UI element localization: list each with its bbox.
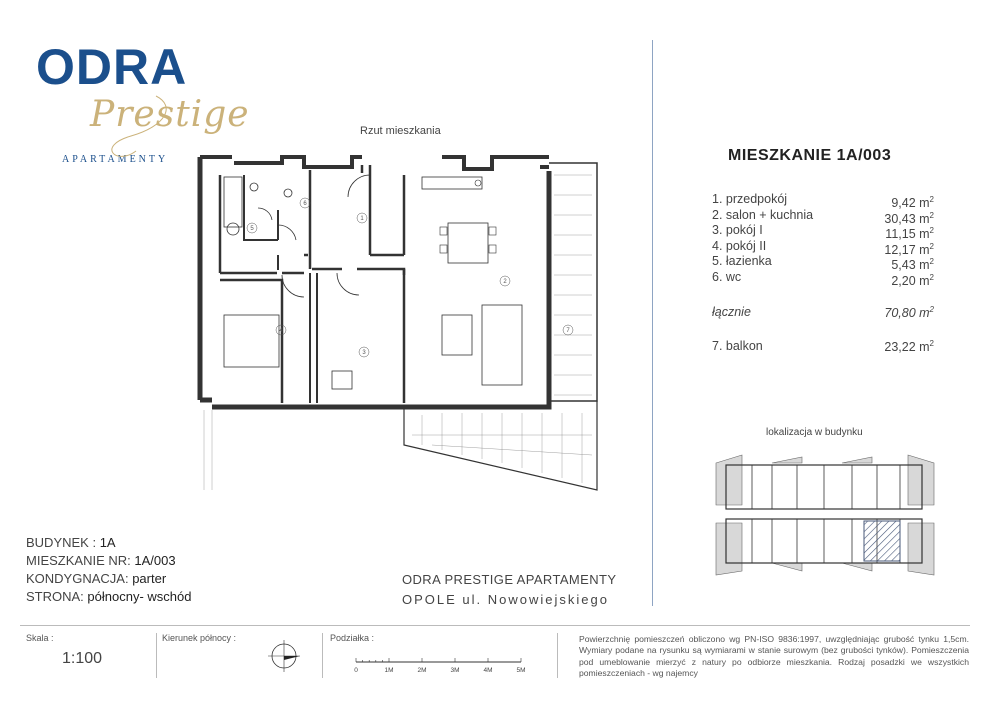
room-marker-3: 3	[362, 350, 366, 356]
divider-line	[652, 40, 653, 606]
location-title: lokalizacja w budynku	[766, 427, 863, 438]
total-label: łącznie	[712, 305, 751, 319]
info-floor: KONDYGNACJA: parter	[26, 571, 167, 586]
room-area: 9,42 $m^2$	[891, 195, 934, 211]
logo-brand: ODRA	[36, 39, 188, 95]
scale-label: Skala :	[26, 633, 54, 643]
scalebar-tick: 3M	[450, 667, 460, 674]
room-marker-7: 7	[566, 328, 570, 334]
rooms-table	[712, 192, 934, 354]
floor-plan	[192, 145, 612, 505]
room-area: 11,15 $m^2$	[885, 226, 934, 242]
scale-value: 1:100	[62, 650, 103, 667]
company-name: ODRA PRESTIGE APARTAMENTY	[402, 572, 617, 587]
building-location-map	[712, 443, 938, 585]
logo	[36, 36, 250, 166]
info-side: STRONA: północny- wschód	[26, 589, 192, 604]
room-row	[712, 208, 934, 224]
scalebar-tick: 2M	[417, 667, 427, 674]
balcony-area: 23,22 $m^2$	[884, 339, 934, 355]
north-compass-icon	[266, 638, 302, 674]
north-label: Kierunek północy :	[162, 633, 237, 643]
footer-note: Powierzchnię pomieszczeń obliczono wg PN-ISO 9836:1997, uwzględniając grubość tynku 1,5cm. Wymiary podane na rysunku są wymiarami w stanie surowym (bez grubości tynków). Pomieszczenia pod umeblowanie mierzyć z natury po odbiorze mieszkania. Rodzaj posadzki we wszystkich pomieszczeniach - wg najemcy	[579, 634, 969, 679]
room-row	[712, 254, 934, 273]
room-row	[712, 192, 934, 211]
room-area: 5,43 $m^2$	[891, 257, 934, 273]
room-marker-4: 4	[279, 328, 283, 334]
room-marker-6: 6	[303, 201, 307, 207]
info-building: BUDYNEK : 1A	[26, 535, 116, 550]
room-row	[712, 239, 934, 255]
room-name: 3. pokój I	[712, 223, 763, 237]
room-name: 5. łazienka	[712, 254, 772, 268]
footer-divider	[20, 625, 970, 626]
logo-subbrand: Prestige	[90, 94, 250, 135]
room-name: 4. pokój II	[712, 238, 767, 253]
room-marker-1: 1	[360, 216, 364, 222]
footer-separator	[322, 633, 323, 678]
room-area: 30,43 $m^2$	[884, 210, 934, 226]
room-marker-5: 5	[250, 226, 254, 232]
footer-separator	[156, 633, 157, 678]
scalebar-tick: 0	[354, 667, 358, 674]
apartment-title: MIESZKANIE 1A/003	[728, 147, 892, 164]
company-address: OPOLE ul. Nowowiejskiego	[402, 592, 609, 607]
info-apartment: MIESZKANIE NR: 1A/003	[26, 553, 176, 568]
scalebar-tick: 5M	[516, 667, 526, 674]
scalebar-tick: 1M	[384, 667, 394, 674]
balcony-row	[712, 339, 934, 354]
apartment-info	[26, 534, 191, 606]
room-row	[712, 223, 934, 242]
room-marker-2: 2	[503, 279, 507, 285]
footer-separator	[557, 633, 558, 678]
room-row	[712, 270, 934, 286]
scalebar-label: Podziałka :	[330, 633, 375, 643]
room-name: 2. salon + kuchnia	[712, 207, 814, 222]
scalebar	[350, 652, 540, 680]
total-area: 70,80 $m^2$	[884, 305, 934, 321]
room-area: 2,20 $m^2$	[891, 272, 934, 288]
logo-tagline: APARTAMENTY	[62, 154, 169, 165]
scalebar-tick: 4M	[483, 667, 493, 674]
room-area: 12,17 $m^2$	[884, 241, 934, 257]
room-name: 1. przedpokój	[712, 192, 788, 206]
total-row	[712, 305, 934, 320]
plan-title: Rzut mieszkania	[360, 125, 441, 137]
logo-swirl-icon	[36, 36, 216, 166]
balcony-name: 7. balkon	[712, 339, 763, 354]
apartment-highlight	[864, 521, 900, 561]
room-name: 6. wc	[712, 269, 742, 284]
